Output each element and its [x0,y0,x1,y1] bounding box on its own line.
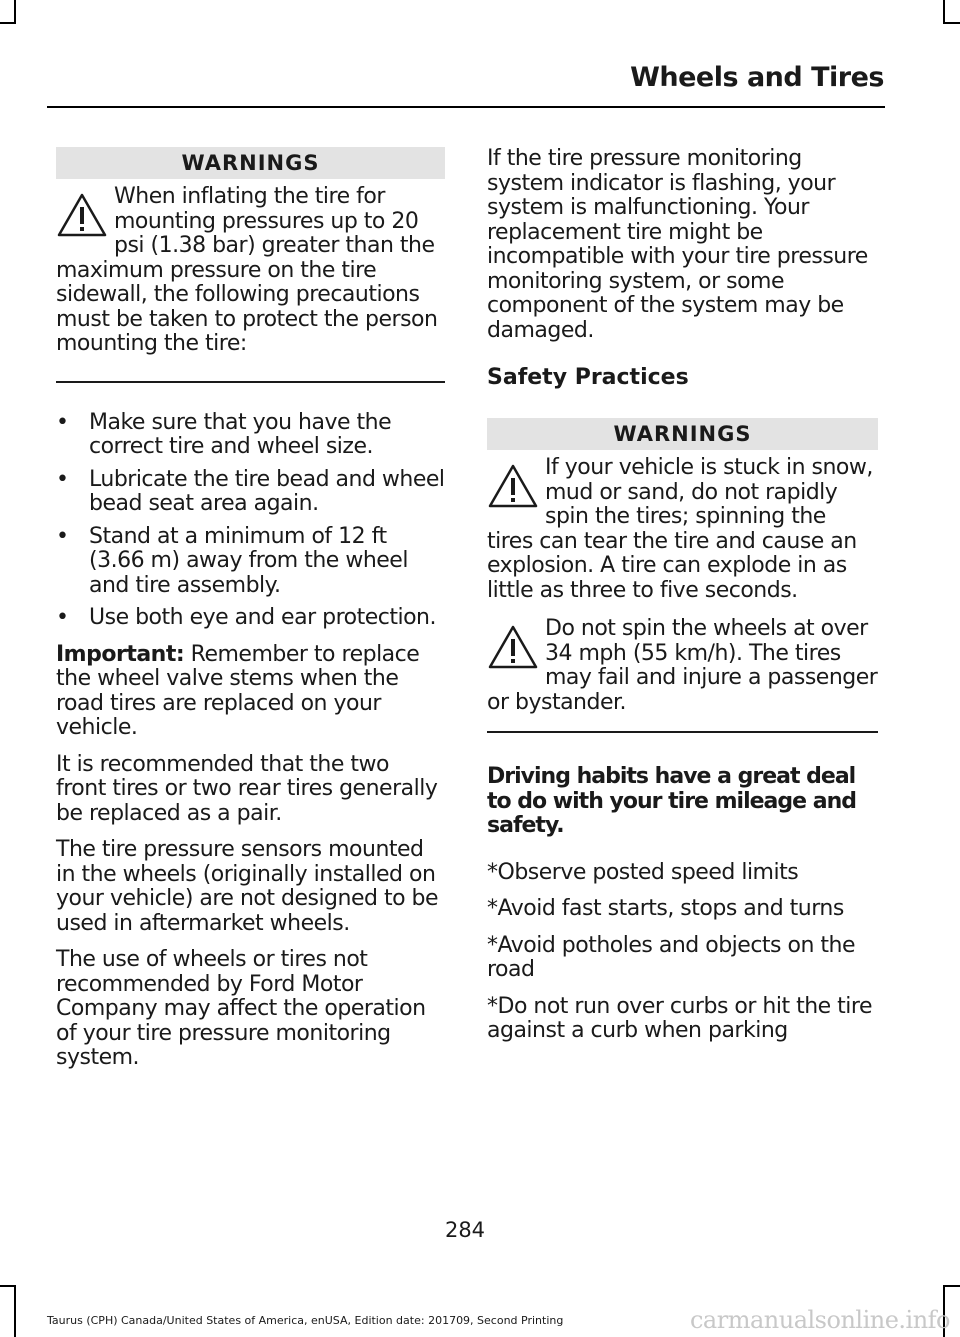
right-column [487,147,878,1056]
crop-mark-top-right-v [943,0,945,22]
list-item [56,411,445,460]
important-label: Important: [56,641,185,667]
list-item [56,468,445,517]
list-item [56,606,445,631]
crop-mark-top-right-h [943,22,960,24]
tip-item: *Avoid fast starts, stops and turns [487,896,844,921]
crop-mark-bottom-left-h [0,1285,16,1287]
precautions-list [56,411,445,631]
header-rule [47,106,885,108]
list-item-text: Lubricate the tire bead and wheel bead seat area again. [89,466,445,516]
tip-item: *Observe posted speed limits [487,859,799,885]
list-item [56,525,445,599]
tip-item: *Avoid potholes and objects on the road [487,932,855,982]
list-item-text: Use both eye and ear protection. [89,605,436,630]
warning-triangle-icon [487,623,539,671]
watermark: carmanualsonline.info [689,1306,950,1334]
crop-mark-top-left-v [14,0,16,22]
list-item-text: Stand at a minimum of 12 ft (3.66 m) away from the wheel and tire assembly. [89,523,408,598]
warning-text: Do not spin the wheels at over 34 mph (55 km/h). The tires may fail and injure a passenger or bystander. [487,616,878,715]
warning-divider [56,381,445,383]
important-paragraph [56,643,445,741]
warning-item [56,185,445,357]
warning-block [487,456,878,715]
page-header-title: Wheels and Tires [630,62,884,93]
paragraph: If the tire pressure monitoring system indicator is flashing, your system is malfunctioning. Your replacement tire might be incompatible with your tire pressure monitoring system, or some component of the system may be damaged. [487,146,868,343]
driving-habits-heading: Driving habits have a great deal to do with your tire mileage and safety. [487,764,856,838]
crop-mark-bottom-right-h [943,1285,960,1287]
list-item-text: Make sure that you have the correct tire and wheel size. [89,409,392,459]
bullet: • [56,523,69,549]
bullet: • [56,466,69,492]
left-column [56,147,445,1083]
bullet: • [56,605,69,630]
warning-block [56,185,445,357]
tip-item: *Do not run over curbs or hit the tire against a curb when parking [487,993,873,1043]
paragraph: The use of wheels or tires not recommended by Ford Motor Company may affect the operation of your tire pressure monitoring system. [56,947,426,1070]
warning-text: If your vehicle is stuck in snow, mud or sand, do not rapidly spin the tires; spinning the tires can tear the tire and cause an explosion. A tire can explode in as little as three to five seconds. [487,455,873,603]
warning-text: When inflating the tire for mounting pressures up to 20 psi (1.38 bar) greater than the maximum pressure on the tire sidewall, the following precautions must be taken to protect the person mounting the tire: [56,184,438,356]
paragraph: It is recommended that the two front tires or two rear tires generally be replaced as a pair. [56,751,438,826]
warning-triangle-icon [56,191,108,239]
warnings-heading: WARNINGS [56,147,445,179]
page-number: 284 [444,1218,486,1242]
warning-item [487,617,878,715]
important-text: Remember to replace the wheel valve stems when the road tires are replaced on your vehicle. [56,641,420,740]
warning-item [487,456,878,603]
bullet: • [56,409,69,435]
warning-triangle-icon [487,462,539,510]
warnings-heading: WARNINGS [487,418,878,450]
warning-divider [487,731,878,733]
crop-mark-bottom-left-v [14,1287,16,1337]
section-heading: Safety Practices [487,365,689,390]
edition-footer: Taurus (CPH) Canada/United States of America, enUSA, Edition date: 201709, Second Printing [47,1314,564,1327]
paragraph: The tire pressure sensors mounted in the wheels (originally installed on your vehicle) are not designed to be used in aftermarket wheels. [56,837,439,936]
crop-mark-top-left-h [0,22,16,24]
